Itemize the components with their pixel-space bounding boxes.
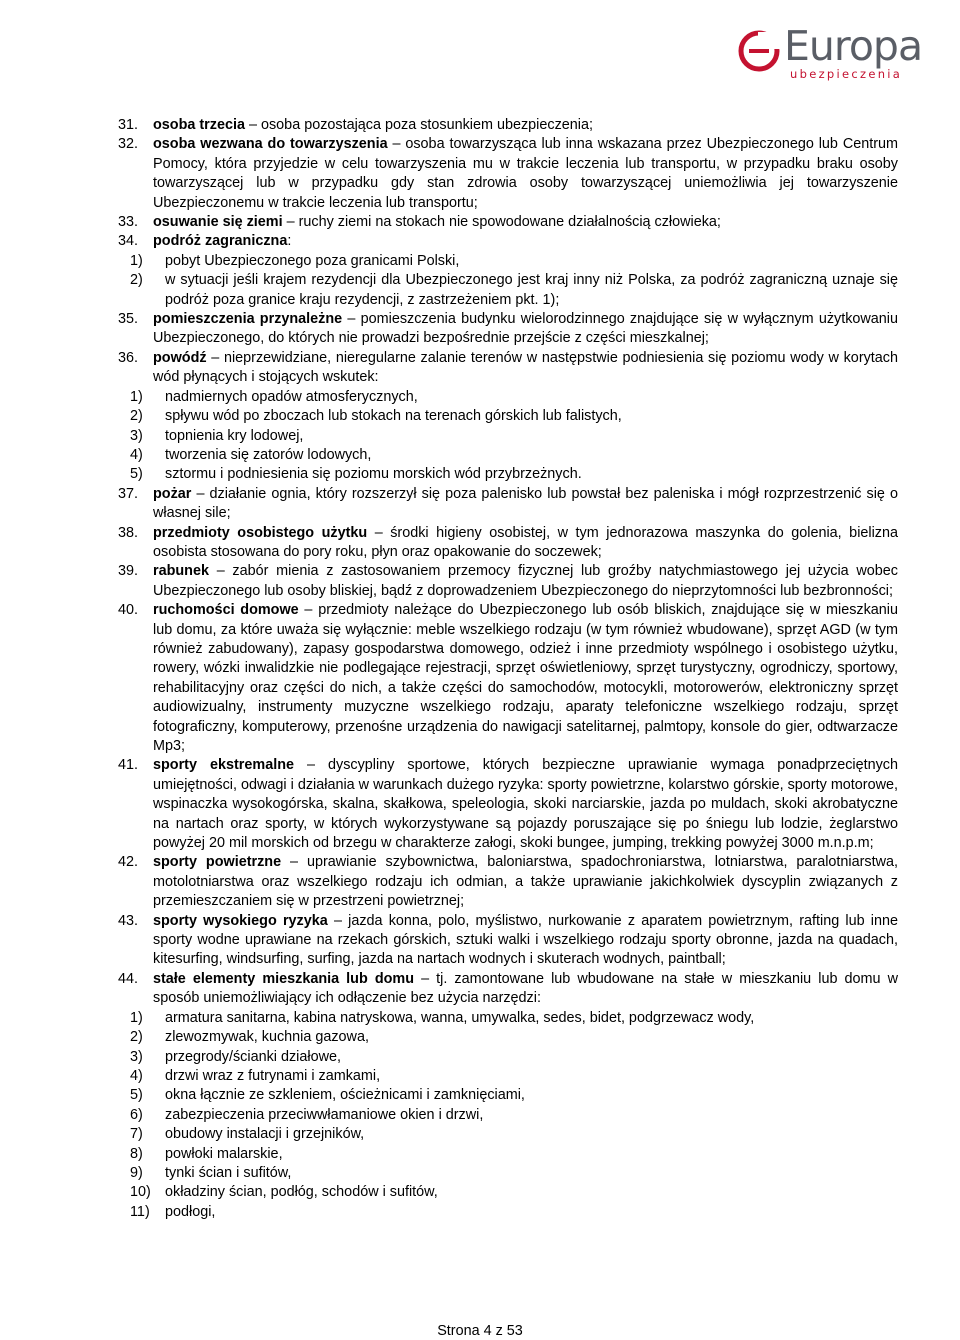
subitem-text: pobyt Ubezpieczonego poza granicami Polski,: [165, 252, 460, 269]
definition-text: jazda konna, polo, myślistwo, nurkowanie z aparatem powietrznym, rafting lub inne sporty wodne uprawiane na rzekach górskich, sztuki walki i wszelkiego rodzaju sporty obronne, jazda na quadach, kitesurfing, windsurfing, surfing, jazda na nartach wodnych i skuterach wodnych, paintball;: [153, 912, 898, 968]
definition-subitem: [118, 252, 898, 271]
definition-item: [118, 562, 898, 601]
definition-subitem: [118, 1183, 898, 1202]
subitem-number: 2): [130, 272, 143, 289]
subitem-number: 4): [130, 446, 143, 463]
definition-number: 38.: [118, 524, 139, 541]
subitem-number: 3): [130, 1048, 143, 1065]
definition-text: osoba towarzysząca lub inna wskazana przez Ubezpieczonego lub Centrum Pomocy, która przyjedzie w celu towarzyszenia mu w trakcie leczenia lub transportu, w przypadku braku osoby towarzyszącej lub w przypadku gdy stan zdrowia osoby towarzyszącej uniemożliwia jej towarzyszenie Ubezpieczonemu w trakcie leczenia lub transportu;: [153, 136, 898, 211]
definition-subitem: [118, 388, 898, 407]
definition-text: ruchy ziemi na stokach nie spowodowane działalnością człowieka;: [298, 214, 721, 231]
page-number: Strona 4 z 53: [437, 1323, 523, 1339]
definition-separator: –: [244, 117, 261, 133]
definition-number: 35.: [118, 311, 139, 328]
definition-item: [118, 756, 898, 853]
definition-text: pomieszczenia budynku wielorodzinnego znajdujące się w wyłącznym użytkowaniu Ubezpieczonego, do których nie prowadzi bezpośrednie przejście z części mieszkalnej;: [153, 311, 899, 347]
definition-separator: –: [208, 563, 233, 580]
definition-separator: –: [414, 970, 437, 987]
definition-term: osoba trzecia: [153, 117, 245, 133]
definition-subitem: [118, 1086, 898, 1105]
definition-separator: –: [298, 602, 319, 619]
definition-item: [118, 213, 898, 232]
subitem-number: 5): [130, 466, 143, 483]
subitem-text: sztormu i podniesienia się poziomu morskich wód przybrzeżnych.: [165, 466, 582, 483]
definition-text: działanie ognia, który rozszerzył się poza palenisko lub powstał bez paleniska i mógł rozprzestrzenić się o własnej sile;: [153, 485, 898, 522]
subitem-text: okna łącznie ze szkleniem, ościeżnicami i zamknięciami,: [165, 1087, 525, 1104]
definition-subitem: [118, 1009, 898, 1028]
definition-subitem: [118, 407, 898, 426]
subitem-text: armatura sanitarna, kabina natryskowa, wanna, umywalka, sedes, bidet, podgrzewacz wody,: [165, 1009, 755, 1026]
subitem-text: spływu wód po zboczach lub stokach na terenach górskich lub falistych,: [165, 408, 622, 425]
definition-number: 32.: [118, 136, 139, 153]
subitem-number: 1): [130, 1009, 143, 1026]
definition-item: [118, 970, 898, 1009]
definition-number: 41.: [118, 757, 139, 774]
logo-subtitle: ubezpieczenia: [790, 67, 903, 81]
definition-number: 44.: [118, 970, 139, 987]
definition-text: osoba pozostająca poza stosunkiem ubezpieczenia;: [260, 117, 593, 133]
definition-item: [118, 310, 898, 349]
subitem-number: 2): [130, 408, 143, 425]
definition-subitem: [118, 1106, 898, 1125]
definition-subitem: [118, 427, 898, 446]
definition-separator: –: [293, 757, 329, 774]
definition-item: [118, 349, 898, 388]
subitem-text: w sytuacji jeśli krajem rezydencji dla Ubezpieczonego jest kraj inny niż Polska, za podróż zagraniczną uznaje się podróż poza granice kraju rezydencji, z zastrzeżeniem pkt. 1);: [165, 272, 898, 308]
company-logo: [738, 24, 938, 82]
definition-subitem: [118, 1048, 898, 1067]
subitem-text: zlewozmywak, kuchnia gazowa,: [165, 1029, 369, 1046]
definition-text: nieprzewidziane, nieregularne zalanie terenów w następstwie podniesienia się poziomu wody w korytach wód płynących i stojących wskutek:: [153, 349, 899, 386]
definition-separator: –: [206, 349, 224, 366]
definition-term: rabunek: [153, 563, 209, 580]
subitem-number: 4): [130, 1067, 143, 1084]
definition-number: 37.: [118, 485, 139, 502]
definition-separator: –: [281, 854, 307, 871]
definition-separator: –: [387, 136, 406, 153]
definition-subitem: [118, 446, 898, 465]
definition-term: pożar: [153, 485, 192, 502]
definition-subitem: [118, 1145, 898, 1164]
logo-wordmark: Europa: [784, 22, 923, 70]
definition-text: dyscypliny sportowe, których bezpieczne uprawianie wymaga ponadprzeciętnych umiejętności, odwagi i działania w warunkach dużego ryzyka: sporty powietrzne, kolarstwo górskie, sporty motorowe, wspinaczka wysokogórska, skalna, skałkowa, speleologia, skoki narciarskie, jazda po muldach, skoki akrobatyczne na nartach oraz sporty, w których wykorzystywane są pojazdy poruszające się po śniegu lub lodzie, żeglarstwo powyżej 20 mil morskich od brzegu w charakterze załogi, skoki bungee, jumping, trekking powyżej 3000 m.n.p.m;: [153, 757, 899, 852]
definition-text: zabór mienia z zastosowaniem przemocy fizycznej lub groźby natychmiastowego jej użycia wobec Ubezpieczonego lub osoby bliskiej, bądź z doprowadzeniem Ubezpieczonego do nieprzytomności lub bezbronności;: [153, 563, 898, 599]
definition-number: 36.: [118, 349, 139, 366]
subitem-number: 7): [130, 1126, 143, 1143]
definition-term: sporty wysokiego ryzyka: [153, 912, 328, 929]
subitem-number: 1): [130, 388, 143, 405]
subitem-number: 11): [130, 1203, 150, 1220]
subitem-text: okładziny ścian, podłóg, schodów i sufitów,: [165, 1184, 438, 1201]
definition-separator: –: [327, 912, 349, 929]
subitem-text: obudowy instalacji i grzejników,: [165, 1126, 365, 1143]
subitem-number: 6): [130, 1106, 143, 1123]
definition-separator: –: [367, 524, 391, 541]
subitem-text: topnienia kry lodowej,: [165, 427, 304, 444]
subitem-text: nadmiernych opadów atmosferycznych,: [165, 388, 418, 405]
definition-term: pomieszczenia przynależne: [153, 311, 343, 328]
definition-subitem: [118, 271, 898, 310]
definition-term: ruchomości domowe: [153, 602, 299, 619]
definition-item: [118, 912, 898, 970]
definition-text: środki higieny osobistej, w tym jednorazowa maszynka do golenia, bielizna osobista stosowana do pory roku, płyn oraz opakowanie do soczewek;: [153, 524, 898, 560]
subitem-number: 10): [130, 1184, 151, 1201]
definition-separator: –: [282, 214, 299, 231]
definition-term: sporty ekstremalne: [153, 757, 294, 774]
subitem-text: powłoki malarskie,: [165, 1145, 283, 1162]
definition-separator: –: [191, 485, 210, 502]
definition-term: stałe elementy mieszkania lub domu: [153, 970, 414, 987]
definition-subitem: [118, 1164, 898, 1183]
subitem-text: tworzenia się zatorów lodowych,: [165, 446, 372, 463]
definition-text: tj. zamontowane lub wbudowane na stałe w mieszkaniu lub domu w sposób uniemożliwiający ich odłączenie bez użycia narzędzi:: [153, 970, 898, 1007]
definition-separator: –: [342, 311, 361, 328]
subitem-text: podłogi,: [165, 1203, 216, 1220]
subitem-number: 3): [130, 427, 143, 444]
definition-number: 31.: [118, 117, 139, 133]
subitem-number: 9): [130, 1164, 143, 1181]
subitem-text: tynki ścian i sufitów,: [165, 1164, 292, 1181]
definition-item: [118, 853, 898, 911]
definition-number: 39.: [118, 563, 139, 580]
definition-subitem: [118, 1028, 898, 1047]
definition-subitem: [118, 1067, 898, 1086]
definition-term: powódź: [153, 349, 207, 366]
definition-number: 34.: [118, 233, 139, 250]
definition-subitem: [118, 1125, 898, 1144]
definition-item: [118, 232, 898, 251]
subitem-text: drzwi wraz z futrynami i zamkami,: [165, 1067, 381, 1084]
definition-item: [118, 524, 898, 563]
definition-term: osuwanie się ziemi: [153, 214, 283, 231]
definition-text: uprawianie szybownictwa, baloniarstwa, spadochroniarstwa, lotniarstwa, paralotniarstwa, motolotniarstwa oraz wszelkiego rodzaju ich odmian, a także uprawianie jakichkolwiek dyscyplin związanych z przemieszczaniem się w przestrzeni powietrznej;: [153, 854, 899, 910]
definitions-list: [118, 116, 898, 1222]
definition-separator: :: [287, 233, 292, 250]
definition-subitem: [118, 465, 898, 484]
definition-item: [118, 601, 898, 756]
definition-number: 33.: [118, 214, 139, 231]
definition-term: osoba wezwana do towarzyszenia: [153, 136, 388, 153]
definition-term: podróż zagraniczna: [153, 233, 288, 250]
definition-number: 42.: [118, 854, 139, 871]
subitem-number: 2): [130, 1029, 143, 1046]
subitem-text: przegrody/ścianki działowe,: [165, 1048, 341, 1065]
definition-term: przedmioty osobistego użytku: [153, 524, 368, 541]
definition-number: 43.: [118, 912, 139, 929]
definition-subitem: [118, 1203, 898, 1222]
subitem-number: 8): [130, 1145, 143, 1162]
subitem-text: zabezpieczenia przeciwwłamaniowe okien i drzwi,: [165, 1106, 484, 1123]
definition-item: [118, 135, 898, 213]
subitem-number: 5): [130, 1087, 143, 1104]
definition-text: przedmioty należące do Ubezpieczonego lub osób bliskich, znajdujące się w mieszkaniu lub domu, za które uważa się wyłącznie: meble wszelkiego rodzaju (w tym również wbudowane), sprzęt AGD (w tym również zabudowany), zapasy gospodarstwa domowego, odzież i inne przedmioty wspólnego i osobistego użytku, rowery, wózki inwalidzkie nie podlegające rejestracji, sprzęt oświetleniowy, sprzęt turystyczny, ogrodniczy, sportowy, rehabilitacyjny oraz części do nich, a także części do samochodów, motocykli, motorowerów, elektroniczny sprzęt audiowizualny, instrumenty muzyczne wszelkiego rodzaju, aparaty telefoniczne wszelkiego rodzaju, sprzęt fotograficzny, komputerowy, przenośne urządzenia do nawigacji satelitarnej, palmtopy, konsole do gier, odtwarzacze Mp3;: [153, 602, 898, 754]
definition-item: [118, 485, 898, 524]
subitem-number: 1): [130, 252, 143, 269]
europa-logo-icon: [738, 30, 780, 72]
definition-term: sporty powietrzne: [153, 854, 282, 871]
definition-item: [118, 116, 898, 135]
definition-number: 40.: [118, 602, 139, 619]
